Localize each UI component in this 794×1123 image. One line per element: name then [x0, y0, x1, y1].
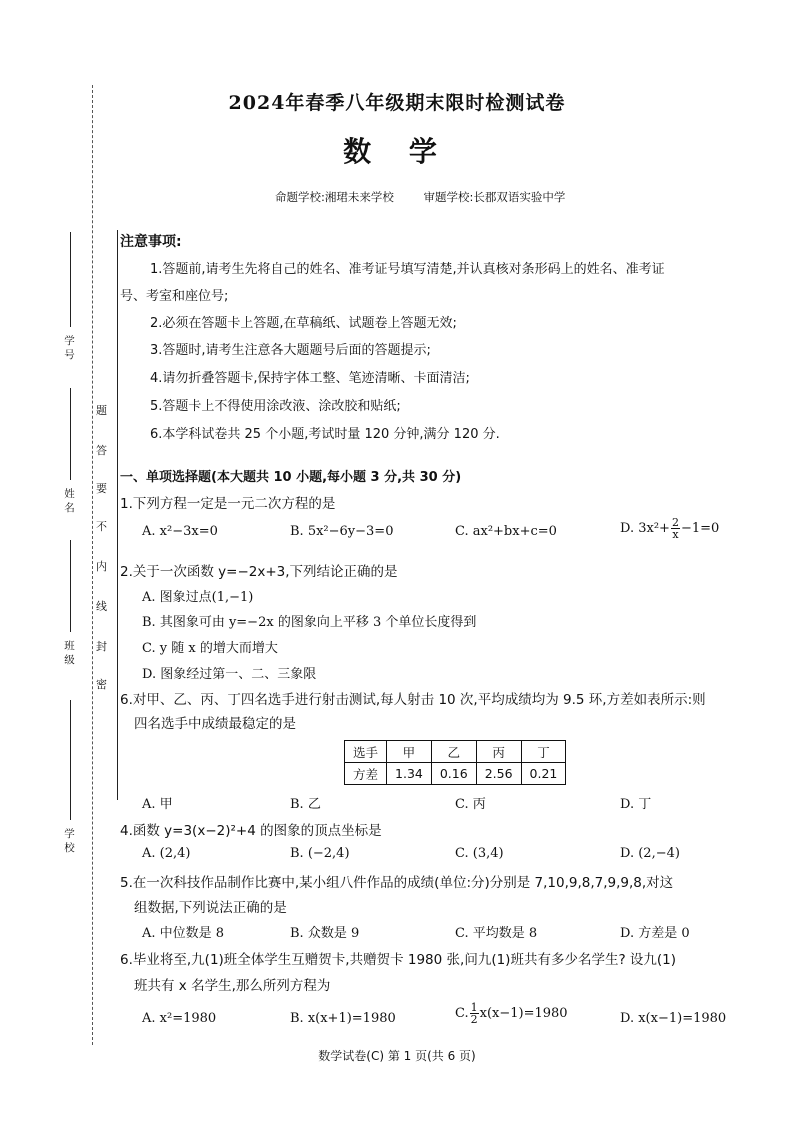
table-row	[345, 741, 566, 763]
fraction-denominator: x	[672, 528, 679, 541]
section-heading: 一、单项选择题(本大题共 10 小题,每小题 3 分,共 30 分)	[120, 470, 462, 485]
q6-option-c[interactable]	[455, 1002, 568, 1025]
fraction-numerator: 1	[470, 1001, 478, 1014]
q1-d-prefix: D. 3x²+	[620, 521, 670, 536]
question-3-stem-cont: 四名选手中成绩最稳定的是	[134, 716, 296, 732]
q6-option-a[interactable]: A. x²=1980	[142, 1011, 217, 1026]
page-footer: 数学试卷(C) 第 1 页(共 6 页)	[318, 1049, 476, 1063]
binding-dashed-line	[92, 85, 93, 1045]
q3-option-d[interactable]: D. 丁	[620, 797, 652, 812]
notice-heading: 注意事项:	[120, 234, 182, 250]
student-number-blank[interactable]	[70, 232, 71, 327]
question-1-stem: 1.下列方程一定是一元二次方程的是	[120, 496, 336, 512]
table-cell: 0.16	[431, 763, 476, 785]
q1-option-a[interactable]: A. x²−3x=0	[142, 524, 218, 539]
name-blank[interactable]	[70, 388, 71, 480]
school-info	[275, 189, 591, 205]
seal-char: 封	[96, 640, 107, 653]
seal-char: 不	[96, 520, 107, 533]
seal-char: 密	[96, 678, 107, 691]
notice-item: 2.必须在答题卡上答题,在草稿纸、试题卷上答题无效;	[150, 316, 457, 331]
table-header: 丁	[521, 741, 566, 763]
q4-option-c[interactable]: C. (3,4)	[455, 846, 504, 861]
table-cell: 1.34	[387, 763, 432, 785]
notice-item: 6.本学科试卷共 25 个小题,考试时量 120 分钟,满分 120 分.	[150, 427, 500, 442]
fraction	[671, 517, 680, 540]
table-header: 甲	[387, 741, 432, 763]
q6-option-b[interactable]: B. x(x+1)=1980	[290, 1011, 396, 1026]
question-5-stem-cont: 组数据,下列说法正确的是	[134, 900, 287, 916]
q5-option-a[interactable]: A. 中位数是 8	[142, 926, 225, 941]
question-6-stem-cont: 班共有 x 名学生,那么所列方程为	[134, 978, 331, 994]
notice-item: 号、考室和座位号;	[120, 289, 229, 304]
q2-option-d[interactable]: D. 图象经过第一、二、三象限	[142, 667, 317, 682]
setter-school: 命题学校:湘珺未来学校	[275, 190, 394, 204]
q6-option-d[interactable]: D. x(x−1)=1980	[620, 1011, 727, 1026]
q2-option-a[interactable]: A. 图象过点(1,−1)	[142, 590, 254, 605]
reviewer-school: 审题学校:长郡双语实验中学	[423, 190, 566, 204]
seal-char: 线	[96, 600, 107, 613]
table-cell: 方差	[345, 763, 387, 785]
binding-solid-line	[117, 230, 118, 800]
q3-option-b[interactable]: B. 乙	[290, 797, 321, 812]
seal-char: 题	[96, 404, 107, 417]
q5-option-b[interactable]: B. 众数是 9	[290, 926, 360, 941]
subject-title: 数 学	[343, 135, 451, 168]
q5-option-c[interactable]: C. 平均数是 8	[455, 926, 538, 941]
question-3-stem: 6.对甲、乙、丙、丁四名选手进行射击测试,每人射击 10 次,平均成绩均为 9.5 环,方差如表所示:则	[120, 692, 706, 708]
school-blank[interactable]	[70, 700, 71, 820]
seal-char: 内	[96, 560, 107, 573]
q1-d-suffix: −1=0	[680, 521, 720, 536]
table-cell: 2.56	[476, 763, 521, 785]
q4-option-d[interactable]: D. (2,−4)	[620, 846, 680, 861]
class-blank[interactable]	[70, 540, 71, 632]
q6-c-prefix: C.	[455, 1006, 469, 1021]
notice-item: 1.答题前,请考生先将自己的姓名、准考证号填写清楚,并认真核对条形码上的姓名、准考证	[150, 262, 665, 277]
fraction-numerator: 2	[671, 516, 679, 529]
notice-item: 5.答题卡上不得使用涂改液、涂改胶和贴纸;	[150, 399, 401, 414]
fraction-denominator: 2	[470, 1013, 478, 1026]
variance-table	[344, 740, 566, 785]
fraction	[470, 1002, 479, 1025]
q6-c-suffix: x(x−1)=1980	[479, 1006, 568, 1021]
q3-option-c[interactable]: C. 丙	[455, 797, 486, 812]
q1-option-c[interactable]: C. ax²+bx+c=0	[455, 524, 557, 539]
question-6-stem: 6.毕业将至,九(1)班全体学生互赠贺卡,共赠贺卡 1980 张,问九(1)班共有多少名学生? 设九(1)	[120, 952, 677, 968]
school-label: 学 校	[63, 828, 75, 853]
student-number-label: 学 号	[63, 335, 75, 360]
table-row	[345, 763, 566, 785]
q2-option-c[interactable]: C. y 随 x 的增大而增大	[142, 641, 278, 656]
q4-option-a[interactable]: A. (2,4)	[142, 846, 191, 861]
notice-item: 3.答题时,请考生注意各大题题号后面的答题提示;	[150, 343, 431, 358]
q1-option-d[interactable]	[620, 517, 719, 540]
q3-option-a[interactable]: A. 甲	[142, 797, 173, 812]
q1-option-b[interactable]: B. 5x²−6y−3=0	[290, 524, 394, 539]
notice-item: 4.请勿折叠答题卡,保持字体工整、笔迹清晰、卡面清洁;	[150, 371, 470, 386]
question-2-stem: 2.关于一次函数 y=−2x+3,下列结论正确的是	[120, 564, 398, 580]
question-5-stem: 5.在一次科技作品制作比赛中,某小组八件作品的成绩(单位:分)分别是 7,10,9,8,7,9,9,8,对这	[120, 875, 674, 891]
q5-option-d[interactable]: D. 方差是 0	[620, 926, 690, 941]
table-header: 丙	[476, 741, 521, 763]
table-cell: 0.21	[521, 763, 566, 785]
seal-char: 答	[96, 444, 107, 457]
class-label: 班 级	[63, 640, 75, 665]
q2-option-b[interactable]: B. 其图象可由 y=−2x 的图象向上平移 3 个单位长度得到	[142, 615, 477, 630]
name-label: 姓 名	[63, 488, 75, 513]
question-4-stem: 4.函数 y=3(x−2)²+4 的图象的顶点坐标是	[120, 823, 382, 839]
exam-title: 2024年春季八年级期末限时检测试卷	[228, 92, 566, 114]
table-header: 乙	[431, 741, 476, 763]
seal-char: 要	[96, 482, 107, 495]
q4-option-b[interactable]: B. (−2,4)	[290, 846, 350, 861]
table-header: 选手	[345, 741, 387, 763]
